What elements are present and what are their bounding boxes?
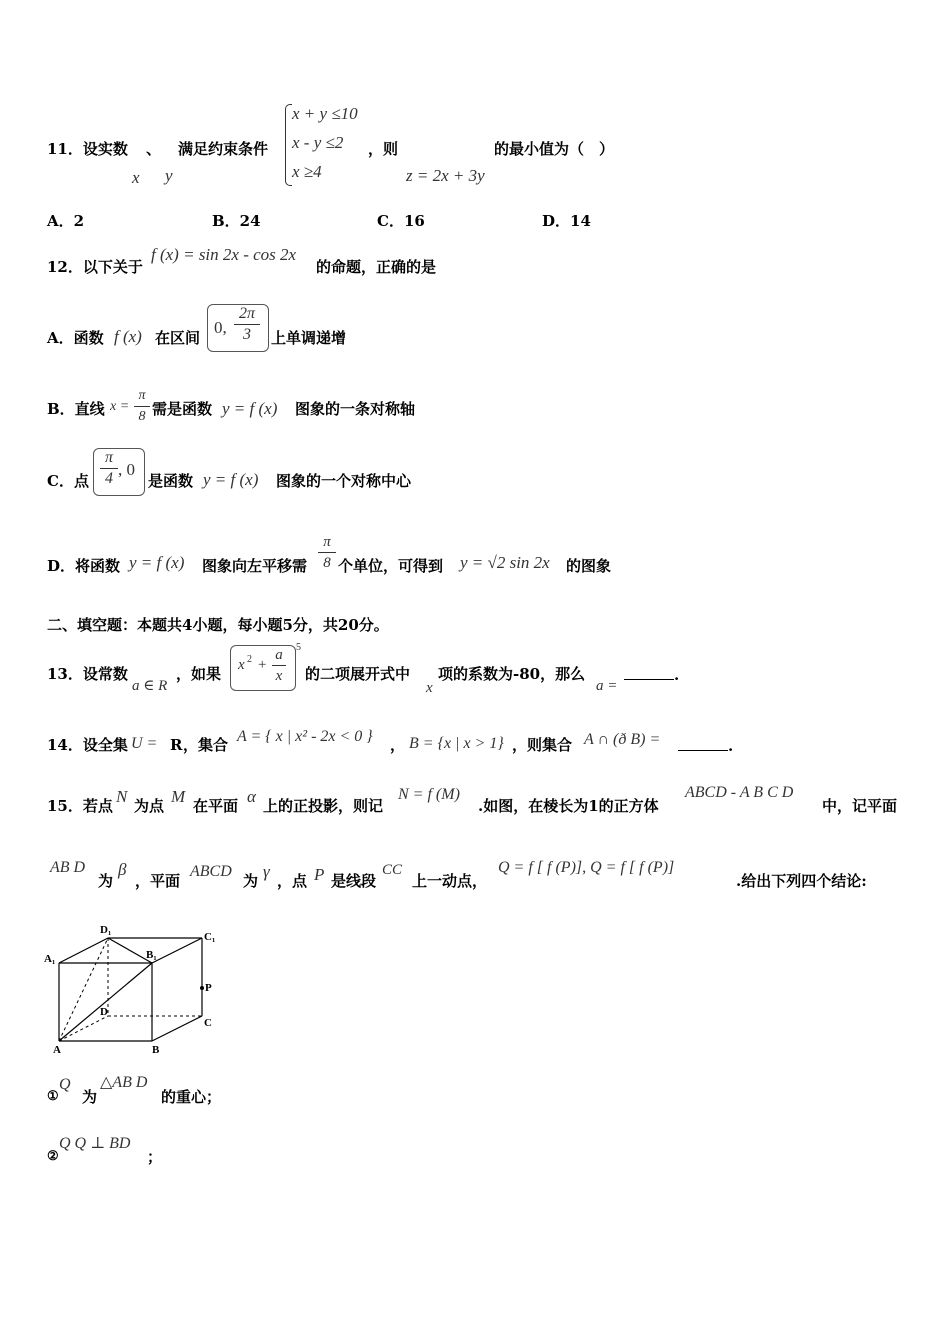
q12-b-mid: 需是函数: [152, 400, 213, 418]
q15-abcd: ABCD: [190, 863, 232, 880]
q12-a-interval-left: 0,: [214, 318, 227, 337]
q14-r: R: [170, 736, 183, 754]
q11-option-d: D．14: [542, 212, 591, 230]
q15-p3: 上的正投影，则记: [263, 797, 384, 815]
q12-d-label: D．将函数: [47, 557, 121, 575]
q12-c-yf: y = f (x): [203, 470, 259, 489]
q12-tail: 的命题，正确的是: [316, 258, 437, 276]
q13-tail: 项的系数为-80，那么: [438, 665, 586, 683]
q11-constraint-3: x ≥4: [292, 162, 322, 181]
conclusion-1-q: Q: [59, 1076, 71, 1093]
q13-frac-bar: [272, 665, 286, 666]
q12-a-tail: 上单调递增: [271, 329, 347, 347]
q14-mid: ，集合: [183, 736, 229, 754]
q12-prefix: 12．以下关于: [47, 258, 143, 276]
edge-b-c: [152, 1016, 202, 1041]
q12-a-fx: f (x): [114, 327, 142, 346]
q14-set-a: A = { x | x² - 2x < 0 }: [237, 728, 373, 745]
q14-end: .: [728, 737, 734, 755]
q13-frac: [272, 646, 286, 685]
q11-var-x: x: [132, 168, 140, 187]
q15-p6: 为: [98, 872, 114, 890]
q12-d-yf: y = f (x): [129, 553, 185, 572]
label-d: D: [100, 1006, 108, 1018]
q11-option-a: A．2: [47, 212, 85, 230]
q13-answer-line[interactable]: [624, 665, 679, 684]
q14-u: U =: [131, 735, 158, 752]
q11-constraint-2: x - y ≤2: [292, 133, 344, 152]
q11-option-c: C．16: [377, 212, 425, 230]
q11-constraint-1: x + y ≤10: [292, 104, 358, 123]
q12-c-frac: [100, 449, 118, 488]
label-d1: D₁: [100, 924, 112, 936]
q13-answer-blank[interactable]: [624, 665, 674, 680]
label-a: A: [53, 1044, 61, 1056]
q15-cube: ABCD - A B C D: [685, 784, 794, 801]
q11-prefix: 11．设实数: [47, 140, 128, 158]
q15-plane: AB D: [50, 859, 86, 876]
q12-b-frac-den: 8: [138, 409, 146, 424]
q14-answer-line[interactable]: [678, 736, 733, 755]
q12-b-tail: 图象的一条对称轴: [295, 400, 416, 418]
q12-d-frac-bar: [318, 552, 336, 553]
conclusion-2-num: ②: [47, 1149, 59, 1164]
q15-p9: ，点: [277, 872, 308, 890]
q14-comma: ，: [390, 736, 406, 754]
cube-figure: [40, 920, 230, 1060]
q15-p4: .如图，在棱长为1的正方体: [478, 797, 659, 815]
q13-exponent: 5: [296, 642, 301, 653]
q15-alpha: α: [247, 787, 256, 806]
q11-tail: 的最小值为（ ）: [494, 140, 615, 158]
label-c1: C₁: [204, 931, 216, 943]
q12-a-label: A．函数: [47, 329, 104, 347]
q15-p5: 中，记平面: [822, 797, 898, 815]
label-a1: A₁: [44, 953, 56, 965]
q15-def: N = f (M): [398, 786, 460, 803]
q14-tail: ，则集合: [512, 736, 573, 754]
q15-p12: .给出下列四个结论:: [736, 872, 867, 890]
q13-plus: +: [258, 657, 267, 673]
q15-m: M: [171, 787, 186, 806]
conclusion-1-mid: 为: [82, 1088, 98, 1106]
q11-ze: ，则: [368, 140, 399, 158]
q15-p: P: [314, 865, 325, 884]
q11-var-y: y: [165, 166, 173, 185]
q12-b-yf: y = f (x): [222, 399, 278, 418]
q15-cc: CC: [382, 862, 403, 878]
conclusion-2-tail: ；: [147, 1148, 163, 1166]
q12-func: f (x) = sin 2x - cos 2x: [151, 245, 297, 264]
q12-d-mid2: 个单位，可得到: [338, 557, 444, 575]
q15-p2: 在平面: [193, 797, 239, 815]
point-p: [200, 986, 204, 990]
q12-b-frac-num: π: [138, 388, 146, 403]
q12-b-frac: [134, 387, 150, 426]
q12-a-mid: 在区间: [155, 329, 201, 347]
q11-objective: z = 2x + 3y: [406, 166, 485, 185]
q11-option-b: B．24: [212, 212, 261, 230]
q15-p11: 上一动点，: [412, 872, 488, 890]
q13-x-term: x: [426, 680, 433, 696]
conclusion-2-q: Q Q ⊥ BD: [59, 1135, 131, 1152]
q14-set-b: B = {x | x > 1}: [409, 735, 504, 752]
q15-qdef: Q = f [ f (P)], Q = f [ f (P)]: [498, 859, 675, 876]
q12-a-frac: [234, 305, 260, 344]
q13-a-in-r: a ∈ R: [132, 678, 168, 694]
label-c: C: [204, 1017, 212, 1029]
q15-p10: 是线段: [331, 872, 377, 890]
q15-gamma: γ: [263, 862, 270, 881]
edge-b1-c1: [152, 938, 202, 963]
q12-b-frac-bar: [134, 406, 150, 407]
section-2-heading: 二、填空题：本题共4小题，每小题5分，共20分。: [47, 616, 389, 634]
q15-n: N: [116, 787, 128, 806]
q13-x2-base: x: [238, 657, 245, 673]
label-p: P: [205, 982, 212, 994]
q15-p7: ，平面: [135, 872, 181, 890]
q12-a-frac-bar: [234, 324, 260, 325]
q12-d-frac: [318, 533, 336, 572]
q13-a-eq: a =: [596, 678, 618, 694]
label-b1: B₁: [146, 949, 157, 961]
q13-frac-den: x: [275, 668, 283, 684]
q12-d-tail: 的图象: [566, 557, 612, 575]
q11-sep: 、: [146, 140, 162, 158]
q12-d-result: y = √2 sin 2x: [460, 553, 550, 572]
q12-d-frac-den: 8: [323, 555, 331, 571]
q15-beta: β: [118, 860, 127, 879]
edge-a1-d1: [59, 938, 108, 963]
q12-c-tail: 图象的一个对称中心: [276, 472, 412, 490]
edge-a-d1-hidden: [59, 938, 108, 1041]
q12-d-mid: 图象向左平移需: [202, 557, 308, 575]
q15-p1: 为点: [134, 797, 165, 815]
q13-mid: ，如果: [176, 665, 222, 683]
q13-mid2: 的二项展开式中: [305, 665, 411, 683]
q14-prefix: 14．设全集: [47, 736, 128, 754]
conclusion-1-tail: 的重心；: [161, 1088, 222, 1106]
q14-answer-blank[interactable]: [678, 736, 728, 751]
q13-x2-exp: 2: [247, 654, 252, 665]
q12-b-label: B．直线: [47, 400, 105, 418]
q13-end: .: [674, 666, 680, 684]
q12-a-frac-den: 3: [243, 326, 251, 343]
q12-a-frac-num: 2π: [238, 305, 255, 322]
q13-frac-num: a: [275, 647, 283, 663]
q12-c-label: C．点: [47, 472, 89, 490]
q15-p8: 为: [243, 872, 259, 890]
q12-c-zero: , 0: [118, 460, 135, 479]
conclusion-1-tri: △AB D: [100, 1074, 148, 1091]
q12-b-xeq: x =: [110, 399, 130, 414]
edge-a-b1: [59, 963, 152, 1041]
q11-mid: 满足约束条件: [178, 140, 269, 158]
q12-c-frac-num: π: [104, 449, 113, 466]
q12-c-frac-den: 4: [105, 470, 113, 487]
q14-expr: A ∩ (ð B) =: [584, 731, 661, 748]
q11-brace: [285, 104, 292, 186]
label-b: B: [152, 1044, 160, 1056]
q15-prefix: 15．若点: [47, 797, 113, 815]
q12-d-frac-num: π: [323, 534, 331, 550]
q12-c-frac-bar: [100, 468, 118, 469]
conclusion-1-num: ①: [47, 1089, 59, 1104]
q12-c-mid: 是函数: [148, 472, 194, 490]
q13-prefix: 13．设常数: [47, 665, 128, 683]
